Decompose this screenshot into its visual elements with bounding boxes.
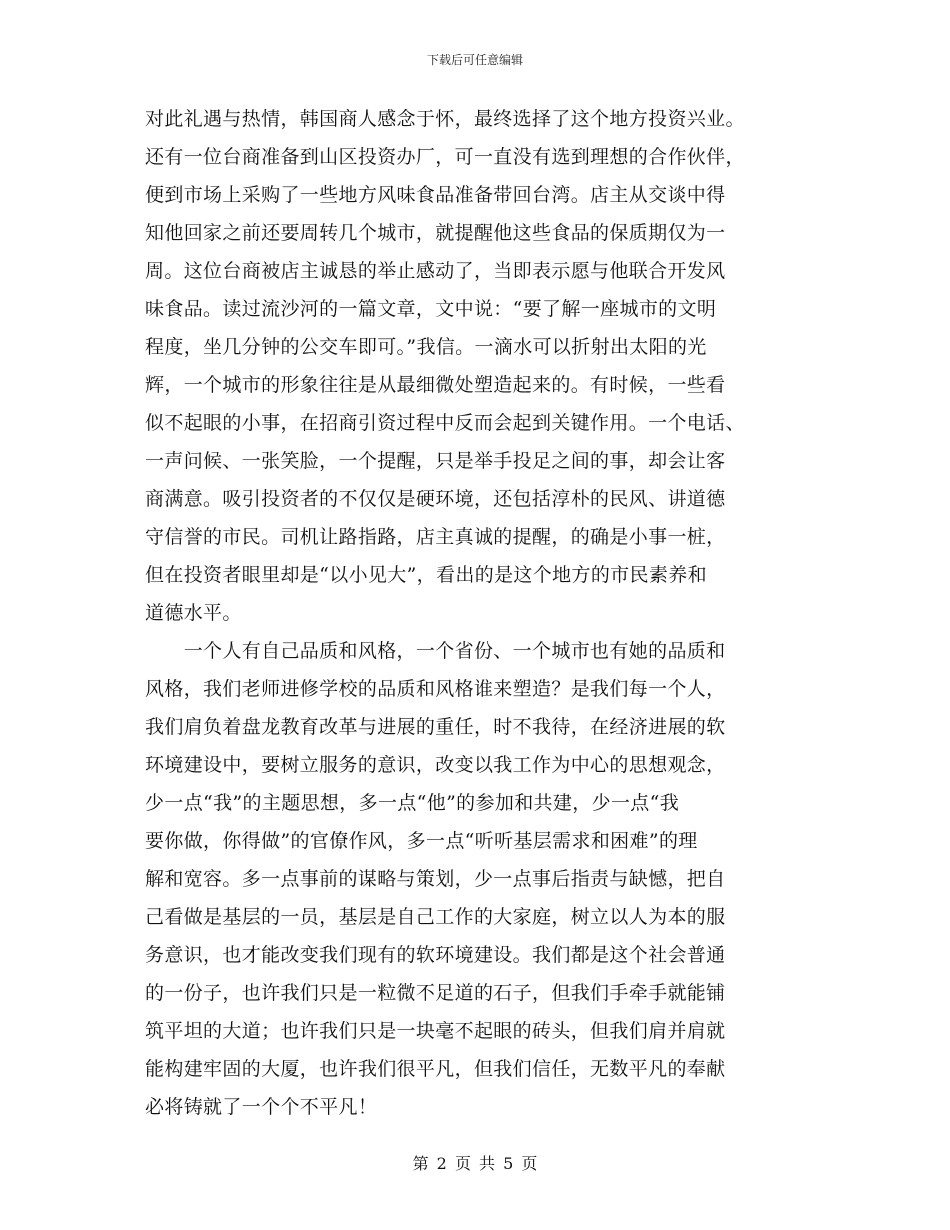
text-line: 商满意。吸引投资者的不仅仅是硬环境，还包括淳朴的民风、讲道德 [145, 488, 726, 510]
text-line: 但在投资者眼里却是“以小见大”，看出的是这个地方的市民素养和 [145, 564, 707, 586]
text-line: 便到市场上采购了一些地方风味食品准备带回台湾。店主从交谈中得 [145, 184, 726, 206]
text-line: 还有一位台商准备到山区投资办厂，可一直没有选到理想的合作伙伴， [145, 146, 745, 168]
text-line: 一个人有自己品质和风格，一个省份、一个城市也有她的品质和 [145, 640, 726, 662]
text-line: 的一份子，也许我们只是一粒微不足道的石子，但我们手牵手就能铺 [145, 982, 726, 1004]
text-line: 周。这位台商被店主诚恳的举止感动了，当即表示愿与他联合开发风 [145, 260, 726, 282]
text-line: 解和宽容。多一点事前的谋略与策划，少一点事后指责与缺憾，把自 [145, 868, 726, 890]
text-line: 要你做，你得做”的官僚作风，多一点“听听基层需求和困难”的理 [145, 830, 698, 852]
text-line: 环境建设中，要树立服务的意识，改变以我工作为中心的思想观念， [145, 754, 726, 776]
text-line: 道德水平。 [145, 602, 242, 624]
text-line: 能构建牢固的大厦，也许我们很平凡，但我们信任，无数平凡的奉献 [145, 1058, 726, 1080]
page-header: 下载后可任意编辑 [426, 53, 523, 67]
text-line: 必将铸就了一个个不平凡！ [145, 1096, 378, 1118]
text-line: 似不起眼的小事，在招商引资过程中反而会起到关键作用。一个电话、 [145, 412, 745, 434]
text-line: 少一点“我”的主题思想，多一点“他”的参加和共建，少一点“我 [145, 792, 680, 814]
text-line: 筑平坦的大道；也许我们只是一块毫不起眼的砖头，但我们肩并肩就 [145, 1020, 726, 1042]
text-line: 知他回家之前还要周转几个城市，就提醒他这些食品的保质期仅为一 [145, 222, 726, 244]
text-line: 我们肩负着盘龙教育改革与进展的重任，时不我待，在经济进展的软 [145, 716, 726, 738]
text-line: 风格，我们老师进修学校的品质和风格谁来塑造？是我们每一个人， [145, 678, 726, 700]
text-line: 己看做是基层的一员，基层是自己工作的大家庭，树立以人为本的服 [145, 906, 726, 928]
text-line: 对此礼遇与热情，韩国商人感念于怀，最终选择了这个地方投资兴业。 [145, 108, 745, 130]
text-line: 程度，坐几分钟的公交车即可。”我信。一滴水可以折射出太阳的光 [145, 336, 707, 358]
text-line: 务意识，也才能改变我们现有的软环境建设。我们都是这个社会普通 [145, 944, 726, 966]
text-line: 味食品。读过流沙河的一篇文章，文中说：“要了解一座城市的文明 [145, 298, 717, 320]
text-line: 守信誉的市民。司机让路指路，店主真诚的提醒，的确是小事一桩， [145, 526, 726, 548]
page-number-footer: 第 2 页 共 5 页 [412, 1154, 538, 1173]
text-line: 辉，一个城市的形象往往是从最细微处塑造起来的。有时候，一些看 [145, 374, 726, 396]
body-text [145, 100, 825, 1126]
text-line: 一声问候、一张笑脸，一个提醒，只是举手投足之间的事，却会让客 [145, 450, 726, 472]
